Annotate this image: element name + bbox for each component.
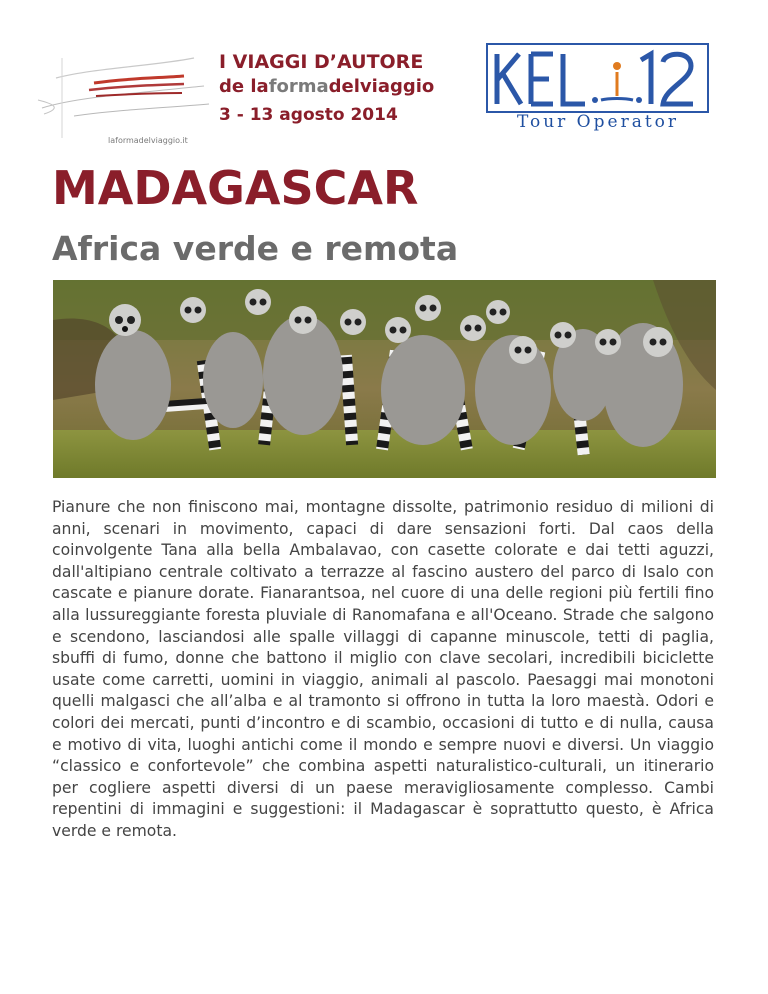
trip-dates: 3 - 13 agosto 2014 [219,105,398,125]
series-title: I VIAGGI D’AUTORE [219,51,424,73]
series-info [219,50,479,130]
brand-swoosh-icon [34,38,214,148]
laformadelviaggio-logo [34,38,214,148]
operator-tagline: Tour Operator [516,112,680,132]
series-brand-bold: forma [268,76,329,97]
logo-caption: laformadelviaggio.it [108,136,188,145]
lemurs-photo [53,280,716,478]
lemur-group-image [53,280,716,478]
series-brand-suffix: delviaggio [328,76,435,97]
series-brand [219,74,479,100]
kel12-logo [485,42,710,134]
series-brand-prefix: de la [219,76,269,97]
page-subtitle: Africa verde e remota [52,229,459,268]
description-paragraph: Pianure che non finiscono mai, montagne dissolte, patrimonio residuo di milioni di anni, scenari in movimento, capaci di dare sensazioni forti. Dal caos della coinvolgente Tana alla bella Ambalavao, con casette colorate e dai tetti aguzzi, dall'altipiano centrale coltivato a terrazze al fascino austero del parco di Isalo con cascate e pianure dorate. Fianarantsoa, nel cuore di una delle regioni più fertili fino alla lussureggiante foresta pluviale di Ranomafana e all'Oceano. Strade che salgono e scendono, lasciandosi alle spalle villaggi di capanne minuscole, tetti di paglia, sbuffi di fumo, donne che battono il miglio con clave secolari, incredibili biciclette usate come carretti, uomini in viaggio, animali al pascolo. Paesaggi mai monotoni quelli malgasci che all’alba e al tramonto si offrono in tutta la loro maestà. Odori e colori dei mercati, punti d’incontro e di scambio, occasioni di tutto e di nulla, causa e motivo di vita, luoghi antichi come il mondo e sempre nuovi e diversi. Un viaggio “classico e confortevole” che combina aspetti naturalistico-culturali, un itinerario per cogliere aspetti diversi di un paese meravigliosamente complesso. Cambi repentini di immagini e suggestioni: il Madagascar è soprattutto questo, è Africa verde e remota. [52,498,714,840]
page-title: MADAGASCAR [52,161,419,215]
